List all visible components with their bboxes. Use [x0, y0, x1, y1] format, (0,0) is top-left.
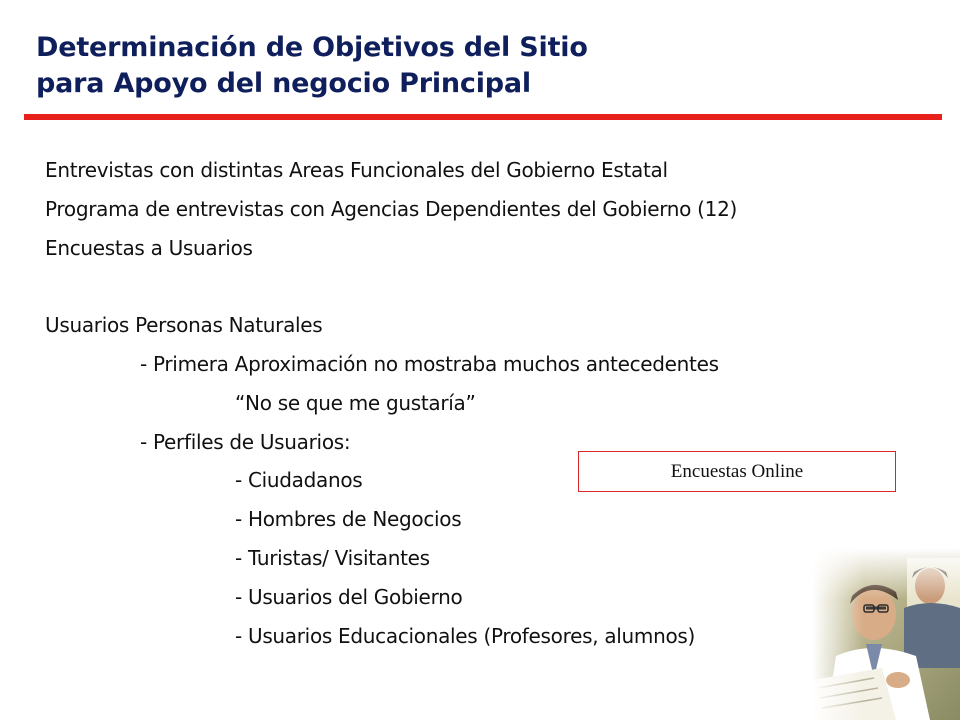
- profile-item-government: - Usuarios del Gobierno: [235, 584, 463, 609]
- slide-body: [45, 151, 905, 655]
- bullet-interviews-areas: Entrevistas con distintas Areas Funcionales del Gobierno Estatal: [45, 158, 668, 182]
- profile-item-citizens: - Ciudadanos: [235, 468, 363, 493]
- title-line-2: para Apoyo del negocio Principal: [36, 68, 531, 99]
- slide-title: [36, 30, 588, 102]
- profile-item-business: - Hombres de Negocios: [235, 507, 462, 532]
- title-line-1: Determinación de Objetivos del Sitio: [36, 32, 588, 63]
- sub-item-first-approach: - Primera Aproximación no mostraba muchos antecedentes: [140, 351, 719, 376]
- sub-item-user-profiles: - Perfiles de Usuarios:: [140, 429, 351, 454]
- bullet-user-surveys: Encuestas a Usuarios: [45, 235, 253, 260]
- section-heading-users: Usuarios Personas Naturales: [45, 313, 323, 338]
- blank-line: [45, 267, 905, 306]
- callout-label: Encuestas Online: [670, 460, 804, 482]
- business-people-photo: [812, 548, 960, 720]
- title-divider: [24, 114, 942, 120]
- profile-item-tourists: - Turistas/ Visitantes: [235, 545, 430, 570]
- profile-item-educational: - Usuarios Educacionales (Profesores, alumnos): [235, 623, 696, 648]
- bullet-interviews-agencies: Programa de entrevistas con Agencias Dependientes del Gobierno (12): [45, 196, 738, 221]
- photo-illustration: [812, 548, 960, 720]
- quote-text: “No se que me gustaría”: [235, 390, 476, 415]
- online-surveys-callout: [578, 451, 896, 492]
